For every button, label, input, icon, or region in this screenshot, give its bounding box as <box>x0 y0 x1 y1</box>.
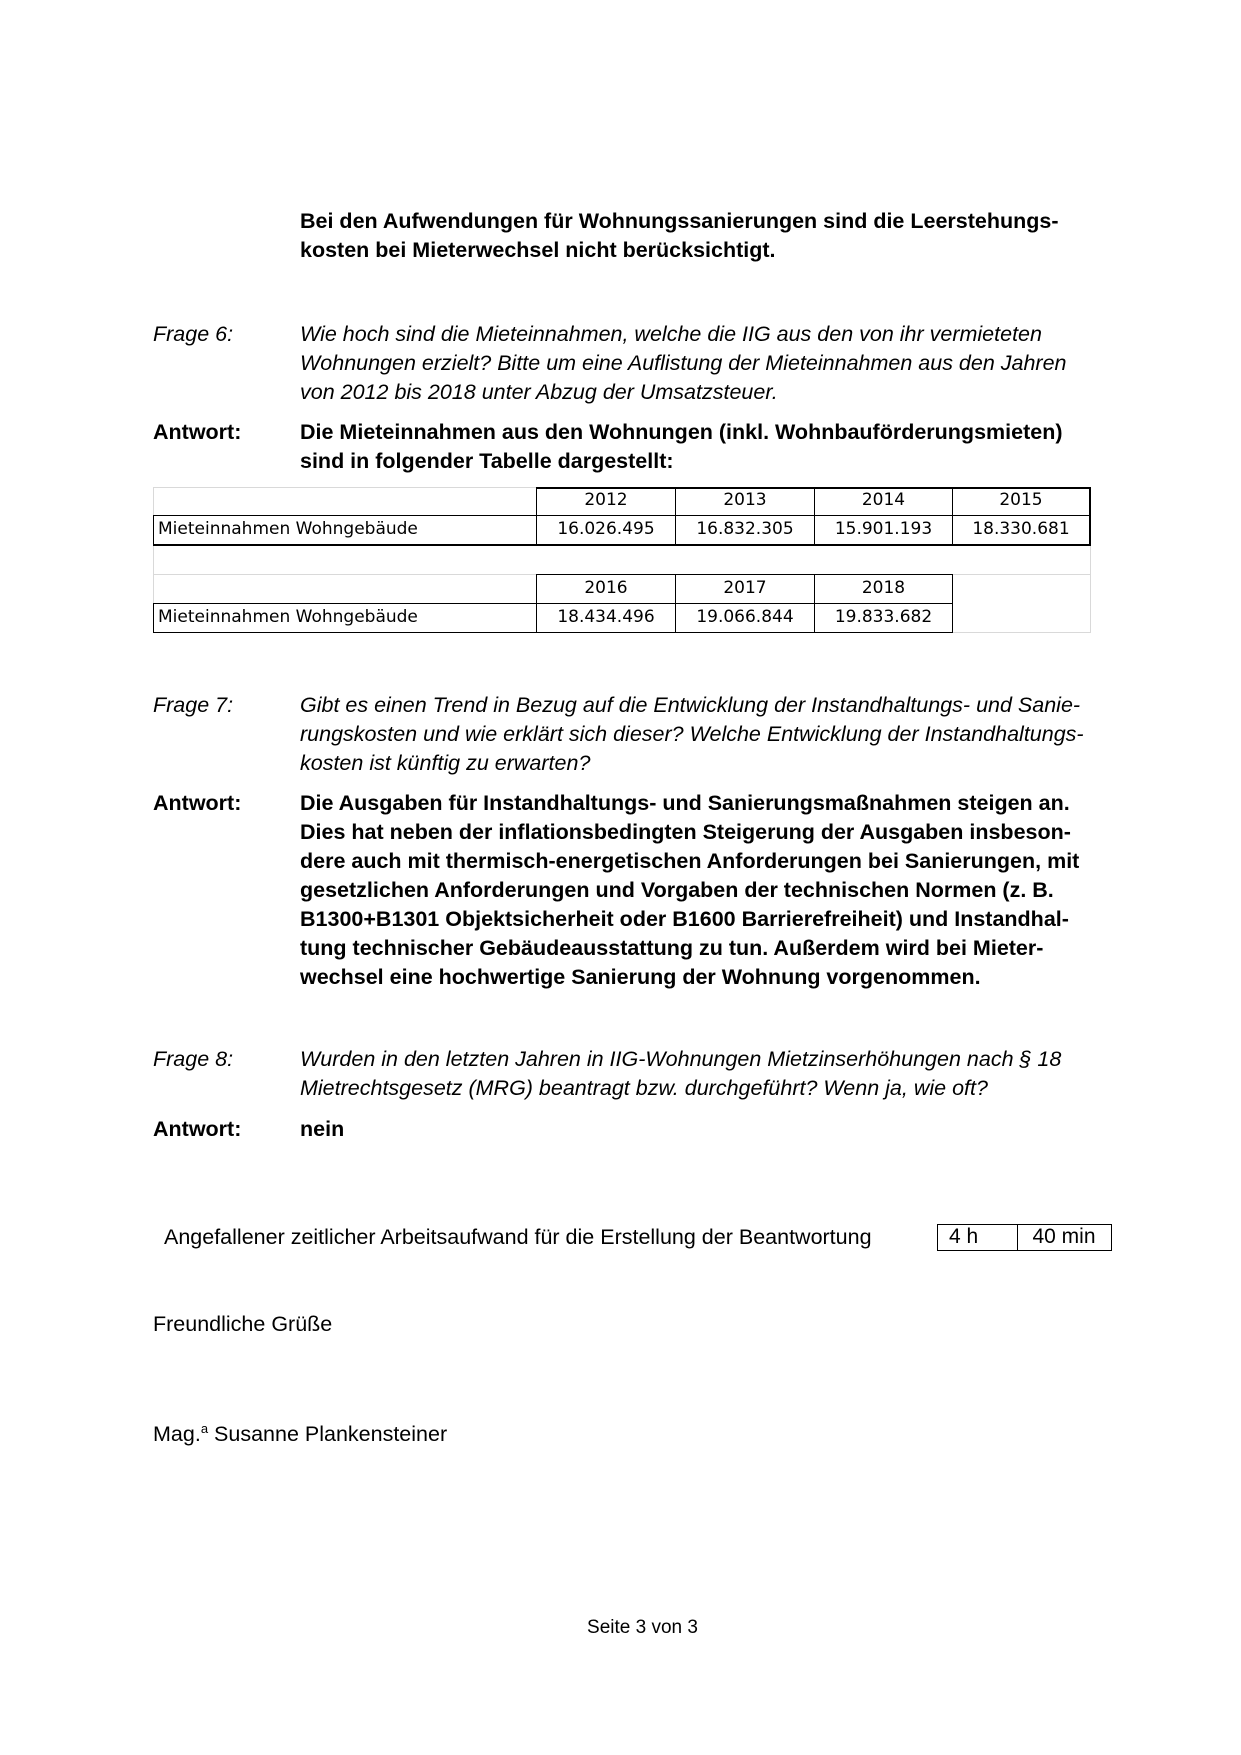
question-8-label: Frage 8: <box>153 1047 234 1071</box>
table-year-header: 2015 <box>999 490 1043 510</box>
table-year-header: 2012 <box>584 490 628 510</box>
table-year-header: 2014 <box>861 490 906 510</box>
effort-hours: 4 h <box>938 1225 1018 1250</box>
answer-line: B1300+B1301 Objektsicherheit oder B1600 Barrierefreiheit) und Instandhal- <box>300 907 1069 931</box>
table-value-cell: 16.026.495 <box>557 519 655 539</box>
question-line: Mietrechtsgesetz (MRG) beantragt bzw. durchgeführt? Wenn ja, wie oft? <box>300 1076 988 1100</box>
intro-line: Bei den Aufwendungen für Wohnungssanierungen sind die Leerstehungs- <box>300 209 1059 233</box>
table-row-label: Mieteinnahmen Wohngebäude <box>158 519 418 539</box>
answer-line: Die Ausgaben für Instandhaltungs- und Sanierungsmaßnahmen steigen an. <box>300 791 1070 815</box>
question-line: Wohnungen erzielt? Bitte um eine Auflistung der Mieteinnahmen aus den Jahren <box>300 351 1067 375</box>
rent-income-table <box>153 487 1091 633</box>
question-6-text <box>300 320 1140 407</box>
greeting: Freundliche Grüße <box>153 1312 333 1336</box>
answer-7-label: Antwort: <box>153 791 242 815</box>
table-value-cell: 16.832.305 <box>696 519 794 539</box>
table-year-header: 2018 <box>861 578 906 598</box>
answer-6-text <box>300 418 1140 476</box>
table-value-cell: 15.901.193 <box>834 519 933 539</box>
page-number: Seite 3 von 3 <box>587 1617 698 1638</box>
answer-line: dere auch mit thermisch-energetischen Anforderungen bei Sanierungen, mit <box>300 849 1080 873</box>
effort-label: Angefallener zeitlicher Arbeitsaufwand für die Erstellung der Beantwortung <box>164 1225 872 1249</box>
answer-line: wechsel eine hochwertige Sanierung der Wohnung vorgenommen. <box>300 965 981 989</box>
question-line: kosten ist künftig zu erwarten? <box>300 751 591 775</box>
signature-name: Susanne Plankensteiner <box>214 1422 448 1446</box>
effort-minutes: 40 min <box>1032 1225 1096 1248</box>
table-value-cell: 18.330.681 <box>972 519 1070 539</box>
intro-line: kosten bei Mieterwechsel nicht berücksichtigt. <box>300 238 776 262</box>
table-value-cell: 19.066.844 <box>696 607 794 627</box>
table-value-cell: 19.833.682 <box>834 607 933 627</box>
question-line: Wie hoch sind die Mieteinnahmen, welche die IIG aus den von ihr vermieteten <box>300 322 1042 346</box>
answer-7-text <box>300 789 1140 992</box>
table-year-header: 2017 <box>723 578 767 598</box>
table-year-header: 2013 <box>723 490 767 510</box>
question-line: rungskosten und wie erklärt sich dieser? Welche Entwicklung der Instandhaltungs- <box>300 722 1084 746</box>
answer-line: tung technischer Gebäudeausstattung zu tun. Außerdem wird bei Mieter- <box>300 936 1044 960</box>
answer-line: sind in folgender Tabelle dargestellt: <box>300 449 674 473</box>
table-year-header: 2016 <box>584 578 628 598</box>
answer-line: gesetzlichen Anforderungen und Vorgaben der technischen Normen (z. B. <box>300 878 1054 902</box>
signature-title-superscript: a <box>200 1421 209 1436</box>
intro-paragraph <box>300 207 1140 265</box>
question-line: Wurden in den letzten Jahren in IIG-Wohnungen Mietzinserhöhungen nach § 18 <box>300 1047 1062 1071</box>
effort-time-box <box>937 1224 1112 1251</box>
signature <box>153 1420 447 1449</box>
answer-8-text: nein <box>300 1117 345 1141</box>
question-line: von 2012 bis 2018 unter Abzug der Umsatzsteuer. <box>300 380 778 404</box>
question-7-label: Frage 7: <box>153 693 234 717</box>
answer-line: Die Mieteinnahmen aus den Wohnungen (inkl. Wohnbauförderungsmieten) <box>300 420 1063 444</box>
answer-8-label: Antwort: <box>153 1117 242 1141</box>
question-line: Gibt es einen Trend in Bezug auf die Entwicklung der Instandhaltungs- und Sanie- <box>300 693 1081 717</box>
question-7-text <box>300 691 1140 778</box>
table-row-label: Mieteinnahmen Wohngebäude <box>158 607 418 627</box>
question-8-text <box>300 1045 1140 1103</box>
signature-title: Mag. <box>153 1422 201 1446</box>
table-value-cell: 18.434.496 <box>557 607 655 627</box>
answer-line: Dies hat neben der inflationsbedingten Steigerung der Ausgaben insbeson- <box>300 820 1071 844</box>
answer-6-label: Antwort: <box>153 420 242 444</box>
question-6-label: Frage 6: <box>153 322 234 346</box>
